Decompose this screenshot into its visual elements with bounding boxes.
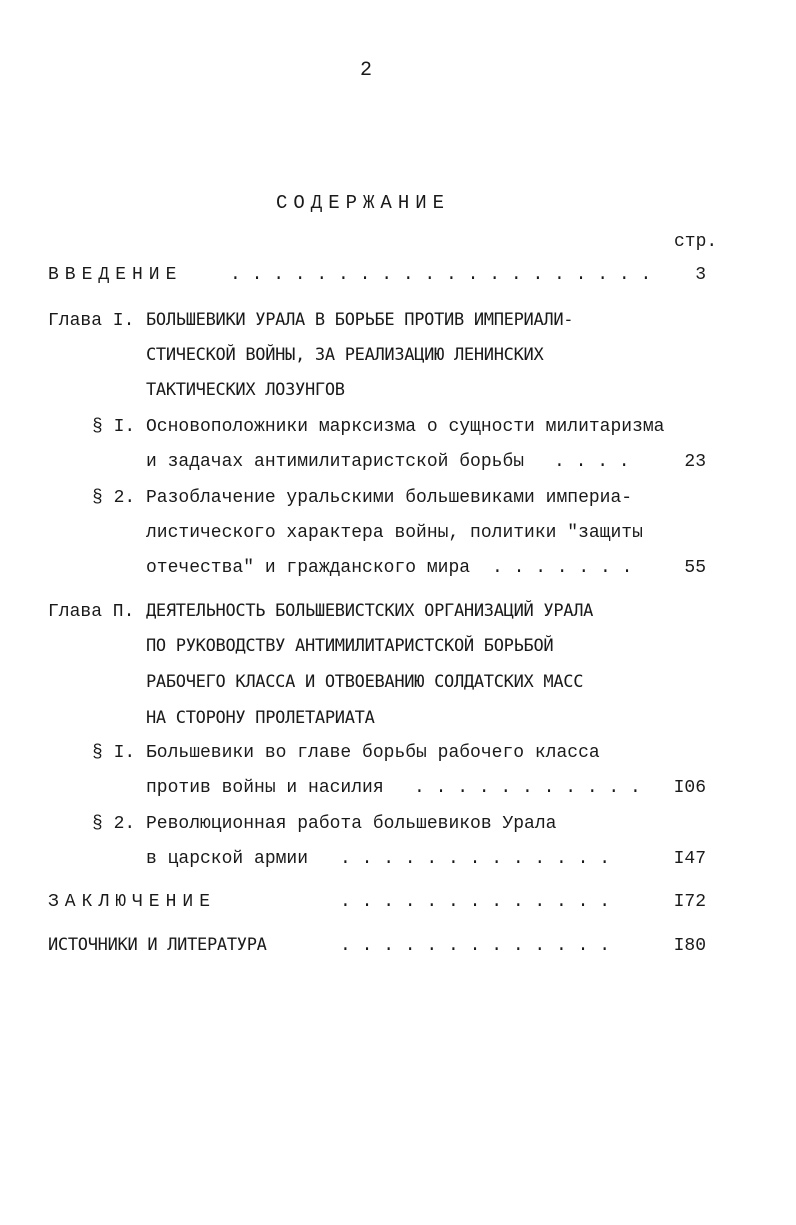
entry-prefix: Глава П. — [48, 602, 135, 622]
entry-label: ИСТОЧНИКИ И ЛИТЕРАТУРА — [48, 935, 267, 955]
entry-title-line: отечества" и гражданского мира — [146, 558, 471, 578]
entry-prefix: § I. — [92, 743, 136, 763]
leader-dots: . . . . — [554, 452, 630, 472]
toc-title: СОДЕРЖАНИЕ — [276, 192, 451, 214]
leader-dots: . . . . . . . . . . . . . — [340, 936, 611, 956]
entry-title-line: и задачах антимилитаристской борьбы — [146, 452, 525, 472]
entry-title-line: НА СТОРОНУ ПРОЛЕТАРИАТА — [146, 708, 375, 728]
entry-prefix: § 2. — [92, 814, 136, 834]
entry-label: ЗАКЛЮЧЕНИЕ — [48, 892, 217, 912]
entry-page-number: I47 — [673, 849, 706, 869]
entry-title-line: против войны и насилия — [146, 778, 384, 798]
leader-dots: . . . . . . . . . . . . . . . . . . . . — [230, 265, 652, 285]
entry-title-line: ДЕЯТЕЛЬНОСТЬ БОЛЬШЕВИСТСКИХ ОРГАНИЗАЦИЙ УРАЛА — [146, 601, 594, 621]
entry-page-number: 55 — [684, 558, 706, 578]
leader-dots: . . . . . . . . . . . — [414, 778, 641, 798]
entry-title-line: ПО РУКОВОДСТВУ АНТИМИЛИТАРИСТСКОЙ БОРЬБОЙ — [146, 636, 554, 656]
entry-title-line: ТАКТИЧЕСКИХ ЛОЗУНГОВ — [146, 380, 345, 400]
page-number: 2 — [360, 59, 373, 82]
leader-dots: . . . . . . . . . . . . . — [340, 849, 611, 869]
entry-page-number: I80 — [673, 936, 706, 956]
entry-title-line: Разоблачение уральскими большевиками империа- — [146, 488, 633, 508]
entry-label: ВВЕДЕНИЕ — [48, 265, 183, 285]
entry-title-line: БОЛЬШЕВИКИ УРАЛА В БОРЬБЕ ПРОТИВ ИМПЕРИАЛИ- — [146, 310, 574, 330]
entry-title-line: листического характера войны, политики "защиты — [146, 523, 643, 543]
leader-dots: . . . . . . . — [492, 558, 633, 578]
entry-title-line: Революционная работа большевиков Урала — [146, 814, 557, 834]
entry-title-line: РАБОЧЕГО КЛАССА И ОТВОЕВАНИЮ СОЛДАТСКИХ МАСС — [146, 672, 584, 692]
entry-prefix: § 2. — [92, 488, 136, 508]
entry-title-line: Большевики во главе борьбы рабочего класса — [146, 743, 600, 763]
page-column-label: стр. — [674, 232, 718, 252]
leader-dots: . . . . . . . . . . . . . — [340, 892, 611, 912]
entry-title-line: СТИЧЕСКОЙ ВОЙНЫ, ЗА РЕАЛИЗАЦИЮ ЛЕНИНСКИХ — [146, 345, 544, 365]
entry-title-line: в царской армии — [146, 849, 309, 869]
entry-prefix: § I. — [92, 417, 136, 437]
entry-page-number: 23 — [684, 452, 706, 472]
entry-page-number: I72 — [673, 892, 706, 912]
entry-title-line: Основоположники марксизма о сущности милитаризма — [146, 417, 665, 437]
entry-page-number: 3 — [695, 265, 706, 285]
entry-prefix: Глава I. — [48, 311, 135, 331]
entry-page-number: I06 — [673, 778, 706, 798]
